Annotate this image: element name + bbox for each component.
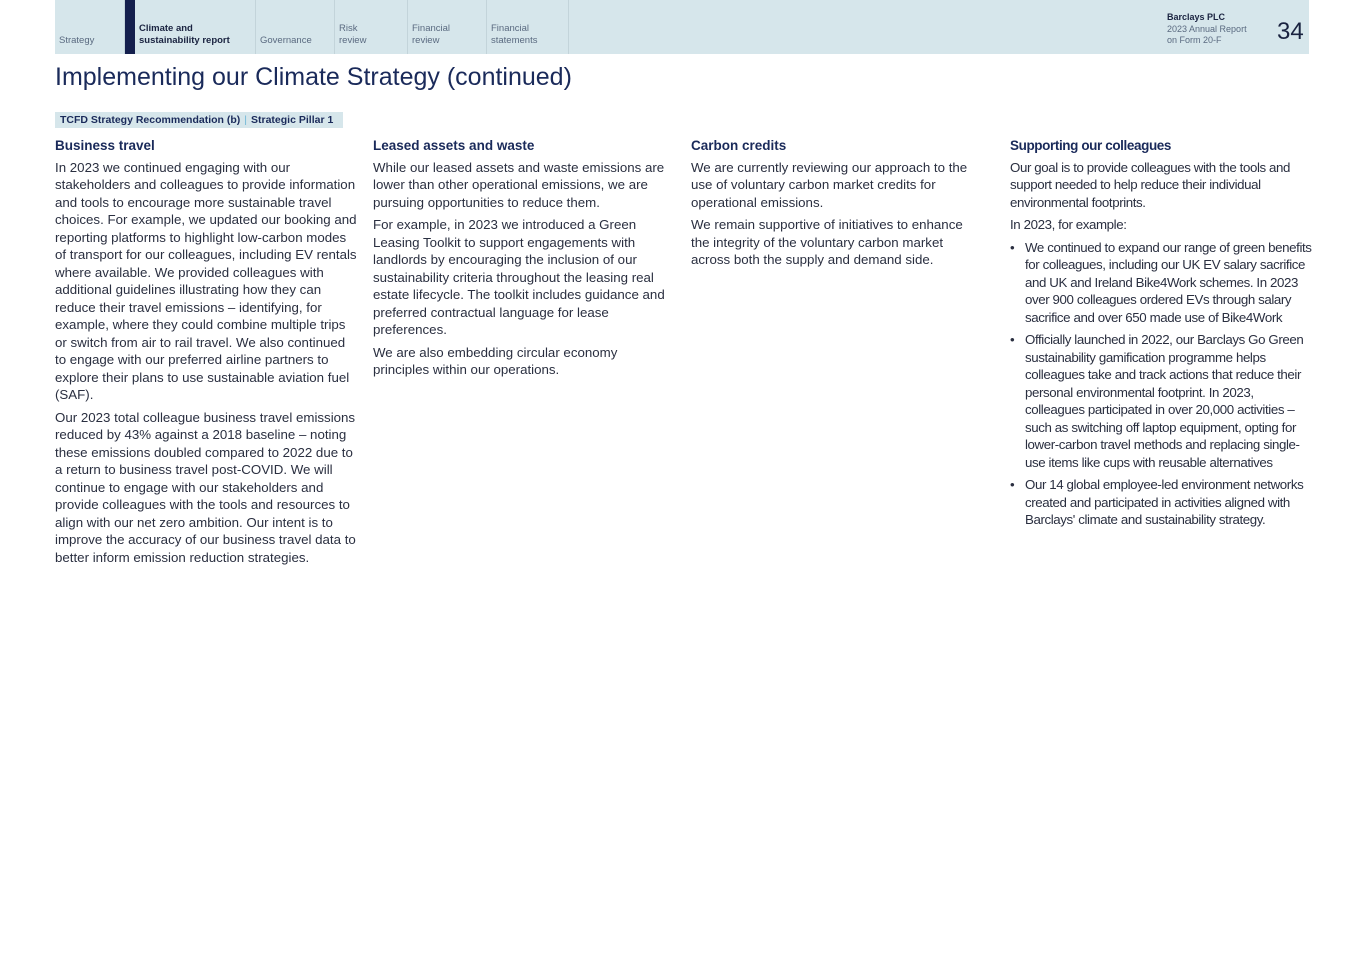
section-heading: Business travel bbox=[55, 138, 155, 153]
column-leased-assets bbox=[373, 137, 675, 384]
tab-label: Governance bbox=[260, 35, 312, 46]
report-title: 2023 Annual Report bbox=[1167, 23, 1247, 34]
column-carbon-credits bbox=[691, 137, 983, 274]
report-subtitle: on Form 20-F bbox=[1167, 35, 1222, 45]
column-supporting-colleagues bbox=[1010, 137, 1312, 534]
list-item: • Officially launched in 2022, our Barclays Go Green sustainability gamification programme helps colleagues take and track actions that reduce their personal environmental footprint. In 2023, colleagues participated in over 20,000 activities – such as switching off laptop equipment, opting for lower-carbon travel methods and replacing single-use items like cups with reusable alternatives bbox=[1010, 331, 1312, 471]
tab-label: Risk review bbox=[339, 23, 367, 46]
report-info bbox=[1167, 12, 1247, 47]
tab-strategy[interactable] bbox=[55, 0, 125, 54]
brand-name: Barclays PLC bbox=[1167, 12, 1226, 22]
top-navigation bbox=[55, 0, 1309, 54]
tab-risk-review[interactable] bbox=[335, 0, 408, 54]
tab-governance[interactable] bbox=[256, 0, 335, 54]
paragraph: We are currently reviewing our approach to the use of voluntary carbon market credits for operational emissions. bbox=[691, 159, 968, 210]
tab-label: Financial review bbox=[412, 23, 451, 46]
paragraph: Our goal is to provide colleagues with the tools and support needed to help reduce their individual environmental footprints. bbox=[1010, 159, 1291, 210]
tab-label: Strategy bbox=[59, 35, 95, 46]
tab-financial-review[interactable] bbox=[408, 0, 487, 54]
paragraph: In 2023, for example: bbox=[1010, 217, 1127, 232]
tab-label: Financial statements bbox=[491, 23, 538, 46]
section-heading: Supporting our colleagues bbox=[1010, 138, 1172, 153]
section-heading: Carbon credits bbox=[691, 138, 787, 153]
tcfd-tag: TCFD Strategy Recommendation (b) | Strategic Pillar 1 bbox=[55, 112, 343, 128]
tab-climate-and-sustainability[interactable] bbox=[125, 0, 256, 54]
tab-financial-statements[interactable] bbox=[487, 0, 569, 54]
bullet-list bbox=[1010, 239, 1312, 529]
list-item: • Our 14 global employee-led environment networks created and participated in activities aligned with Barclays' climate and sustainability strategy. bbox=[1010, 476, 1312, 529]
list-item: • We continued to expand our range of green benefits for colleagues, including our UK EV salary sacrifice and UK and Ireland Bike4Work schemes. In 2023 over 900 colleagues ordered EVs through salary sacrifice and over 650 made use of Bike4Work bbox=[1010, 239, 1312, 327]
section-heading: Leased assets and waste bbox=[373, 138, 535, 153]
page-number: 34 bbox=[1277, 18, 1304, 45]
paragraph: We remain supportive of initiatives to enhance the integrity of the voluntary carbon market across both the supply and demand side. bbox=[691, 217, 963, 267]
tag-left: TCFD Strategy Recommendation (b) bbox=[60, 114, 241, 126]
paragraph: In 2023 we continued engaging with our stakeholders and colleagues to provide information and tools to encourage more sustainable travel choices. For example, we updated our booking and reporting platforms to highlight low-carbon modes of transport for our colleagues, including EV rentals where available. We provided colleagues with additional guidelines illustrating how they can reduce their travel emissions – identifying, for example, where they could combine multiple trips or switch from air to rail travel. We also continued to engage with our preferred airline partners to explore their plans to use sustainable aviation fuel (SAF). bbox=[55, 159, 357, 402]
tag-right: Strategic Pillar 1 bbox=[251, 114, 334, 126]
paragraph: While our leased assets and waste emissions are lower than other operational emissions, we are pursuing opportunities to reduce them. bbox=[373, 159, 665, 210]
paragraph: We are also embedding circular economy principles within our operations. bbox=[373, 344, 618, 377]
column-business-travel bbox=[55, 137, 357, 571]
paragraph: Our 2023 total colleague business travel emissions reduced by 43% against a 2018 baseline – noting these emissions doubled compared to 2022 due to a return to business travel post-COVID. We will continue to engage with our stakeholders and provide colleagues with the tools and resources to align with our net zero ambition. Our intent is to improve the accuracy of our business travel data to better inform emission reduction strategies. bbox=[55, 409, 356, 565]
page-title: Implementing our Climate Strategy (continued) bbox=[55, 63, 572, 91]
tab-label: Climate and sustainability report bbox=[139, 23, 230, 46]
paragraph: For example, in 2023 we introduced a Green Leasing Toolkit to support engagements with landlords by encouraging the inclusion of our sustainability criteria throughout the leasing real estate lifecycle. The toolkit includes guidance and preferred contractual language for lease preferences. bbox=[373, 217, 665, 337]
